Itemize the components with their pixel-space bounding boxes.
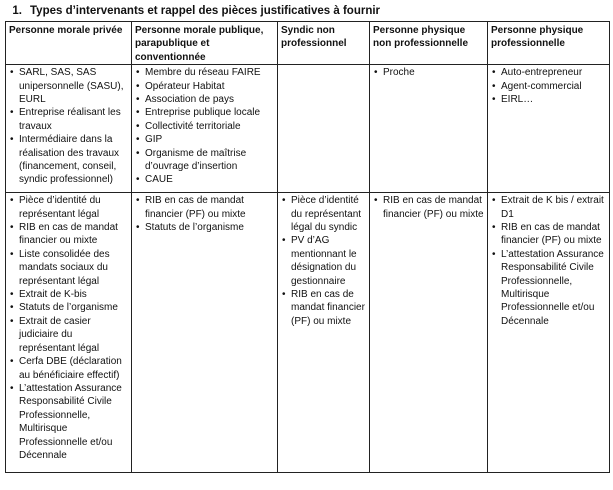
section-title: Types d’intervenants et rappel des pièces justificatives à fournir — [30, 5, 381, 17]
list-item: • RIB en cas de mandat financier (PF) ou mixte — [281, 288, 366, 328]
list-item: • Membre du réseau FAIRE — [135, 66, 274, 79]
documents-cell — [132, 193, 278, 473]
types-cell — [132, 65, 278, 193]
bullet-list — [9, 66, 128, 187]
list-item: • Extrait de K bis / extrait D1 — [491, 194, 606, 221]
list-item: • Statuts de l’organisme — [135, 221, 274, 234]
section-number: 1. — [12, 5, 22, 17]
list-item: • L’attestation Assurance Responsabilité Civile Professionnelle, Multirisque Professionnelle et/ou Décennale — [491, 248, 606, 328]
list-item: • L’attestation Assurance Responsabilité Civile Professionnelle, Multirisque Professionnelle et/ou Décennale — [9, 382, 128, 462]
list-item: • Opérateur Habitat — [135, 80, 274, 93]
list-item: • Cerfa DBE (déclaration au bénéficiaire effectif) — [9, 355, 128, 382]
list-item: • Entreprise publique locale — [135, 106, 274, 119]
bullet-list — [135, 194, 274, 234]
documents-cell — [6, 193, 132, 473]
documents-cell — [370, 193, 488, 473]
types-cell — [370, 65, 488, 193]
list-item: • Statuts de l’organisme — [9, 301, 128, 314]
list-item: • Extrait de casier judiciaire du représentant légal — [9, 315, 128, 355]
list-item: • RIB en cas de mandat financier (PF) ou mixte — [491, 221, 606, 248]
header-syndic-non-professionnel: Syndic non professionnel — [278, 22, 370, 65]
list-item: • RIB en cas de mandat financier ou mixte — [9, 221, 128, 248]
documents-cell — [278, 193, 370, 473]
list-item: • RIB en cas de mandat financier (PF) ou mixte — [135, 194, 274, 221]
list-item: • Pièce d’identité du représentant légal — [9, 194, 128, 221]
list-item: • Collectivité territoriale — [135, 120, 274, 133]
types-row — [6, 65, 610, 193]
list-item: • Association de pays — [135, 93, 274, 106]
list-item: • Intermédiaire dans la réalisation des travaux (financement, conseil, syndic professionnel) — [9, 133, 128, 187]
list-item: • RIB en cas de mandat financier (PF) ou mixte — [373, 194, 484, 221]
list-item: • CAUE — [135, 173, 274, 186]
list-item: • Auto-entrepreneur — [491, 66, 606, 79]
list-item: • Agent-commercial — [491, 80, 606, 93]
bullet-list — [373, 194, 484, 221]
list-item: • Entreprise réalisant les travaux — [9, 106, 128, 133]
types-cell — [488, 65, 610, 193]
list-item: • GIP — [135, 133, 274, 146]
bullet-list — [281, 194, 366, 328]
types-cell — [6, 65, 132, 193]
list-item: • PV d’AG mentionnant le désignation du gestionnaire — [281, 234, 366, 288]
list-item: • Pièce d’identité du représentant légal du syndic — [281, 194, 366, 234]
intervenants-table — [5, 21, 610, 473]
header-personne-morale-privee: Personne morale privée — [6, 22, 132, 65]
documents-cell — [488, 193, 610, 473]
bullet-list — [373, 66, 484, 79]
documents-row — [6, 193, 610, 473]
list-item: • Extrait de K-bis — [9, 288, 128, 301]
list-item: • Liste consolidée des mandats sociaux du représentant légal — [9, 248, 128, 288]
bullet-list — [9, 194, 128, 462]
header-personne-physique-non-pro: Personne physique non professionnelle — [370, 22, 488, 65]
list-item: • EIRL… — [491, 93, 606, 106]
bullet-list — [135, 66, 274, 187]
section-heading — [0, 4, 613, 18]
header-personne-physique-pro: Personne physique professionnelle — [488, 22, 610, 65]
bullet-list — [491, 194, 606, 328]
header-personne-morale-publique: Personne morale publique, parapublique et conventionnée — [132, 22, 278, 65]
list-item: • SARL, SAS, SAS unipersonnelle (SASU), EURL — [9, 66, 128, 106]
bullet-list — [491, 66, 606, 106]
list-item: • Organisme de maîtrise d’ouvrage d’insertion — [135, 147, 274, 174]
header-row — [6, 22, 610, 65]
types-cell — [278, 65, 370, 193]
list-item: • Proche — [373, 66, 484, 79]
